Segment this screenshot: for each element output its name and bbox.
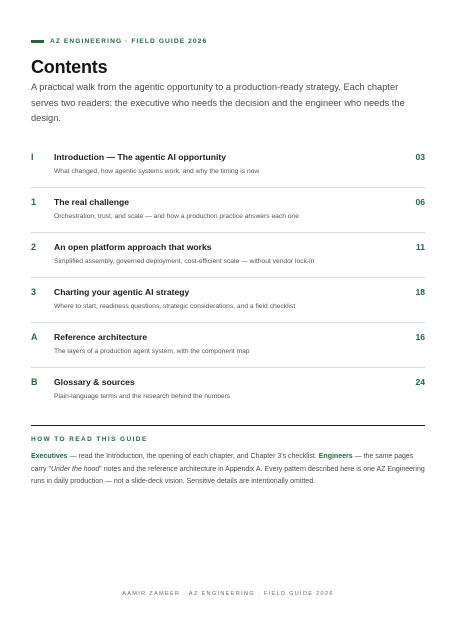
- intro-paragraph: A practical walk from the agentic opportunity to a production-ready strategy. Each chapter serves two readers: the executive who needs the decision and the engineer who needs the design.: [31, 82, 405, 123]
- engineers-label: Engineers: [318, 453, 353, 460]
- toc-entry[interactable]: [31, 368, 425, 413]
- eyebrow: [31, 38, 207, 45]
- engineers-text-continued: " notes and the reference architecture in Appendix A. Every pattern described here is one AZ Engineering runs in daily production — not a slide-deck vision. Sensitive details are intentionally omitted.: [31, 465, 425, 486]
- toc-entry[interactable]: [31, 188, 425, 233]
- toc-entry[interactable]: [31, 323, 425, 368]
- toc-page-number: 18: [415, 287, 425, 297]
- toc-description: Where to start, readiness questions, strategic considerations, and a field checklist: [54, 303, 296, 310]
- toc-entry[interactable]: [31, 143, 425, 188]
- toc-title: An open platform approach that works: [54, 242, 212, 252]
- toc-description: What changed, how agentic systems work, and why the timing is now: [54, 168, 260, 175]
- reading-guide: [31, 425, 425, 489]
- toc-page-number: 11: [415, 242, 425, 252]
- document-page: [31, 0, 425, 644]
- toc-title: Charting your agentic AI strategy: [54, 287, 190, 297]
- toc-number: 1: [31, 197, 37, 207]
- accent-bar: [31, 40, 44, 43]
- toc-number: 3: [31, 287, 37, 297]
- toc-description: Simplified assembly, governed deployment, cost-efficient scale — without vendor lock-in: [54, 258, 315, 265]
- toc-number: B: [31, 377, 38, 387]
- page-title: Contents: [31, 57, 108, 77]
- toc-page-number: 06: [415, 197, 425, 207]
- guide-body: [31, 451, 425, 489]
- toc-description: Plain-language terms and the research behind the numbers: [54, 393, 231, 400]
- toc-number: A: [31, 332, 38, 342]
- toc-description: Orchestration, trust, and scale — and how a production practice answers each one: [54, 213, 299, 220]
- under-the-hood-emphasis: Under the hood: [51, 465, 100, 473]
- toc-entry[interactable]: [31, 278, 425, 323]
- toc-title: Glossary & sources: [54, 377, 135, 387]
- executives-label: Executives: [31, 453, 68, 460]
- guide-heading: HOW TO READ THIS GUIDE: [31, 436, 148, 443]
- page-footer: AAMIR ZAMEER · AZ ENGINEERING · FIELD GUIDE 2026: [122, 591, 334, 597]
- toc-title: The real challenge: [54, 197, 129, 207]
- toc-title: Reference architecture: [54, 332, 148, 342]
- toc-entry[interactable]: [31, 233, 425, 278]
- toc-page-number: 24: [415, 377, 425, 387]
- toc-number: I: [31, 152, 34, 162]
- executives-text: — read the Introduction, the opening of each chapter, and Chapter 3's checklist.: [67, 453, 319, 460]
- toc-description: The layers of a production agent system, with the component map: [54, 348, 250, 355]
- toc-page-number: 16: [415, 332, 425, 342]
- eyebrow-text: AZ ENGINEERING · FIELD GUIDE 2026: [50, 38, 208, 45]
- table-of-contents: [31, 143, 425, 413]
- toc-title: Introduction — The agentic AI opportunity: [54, 152, 227, 162]
- engineers-text: — the same pages carry ": [31, 453, 414, 473]
- toc-number: 2: [31, 242, 37, 252]
- toc-page-number: 03: [415, 152, 425, 162]
